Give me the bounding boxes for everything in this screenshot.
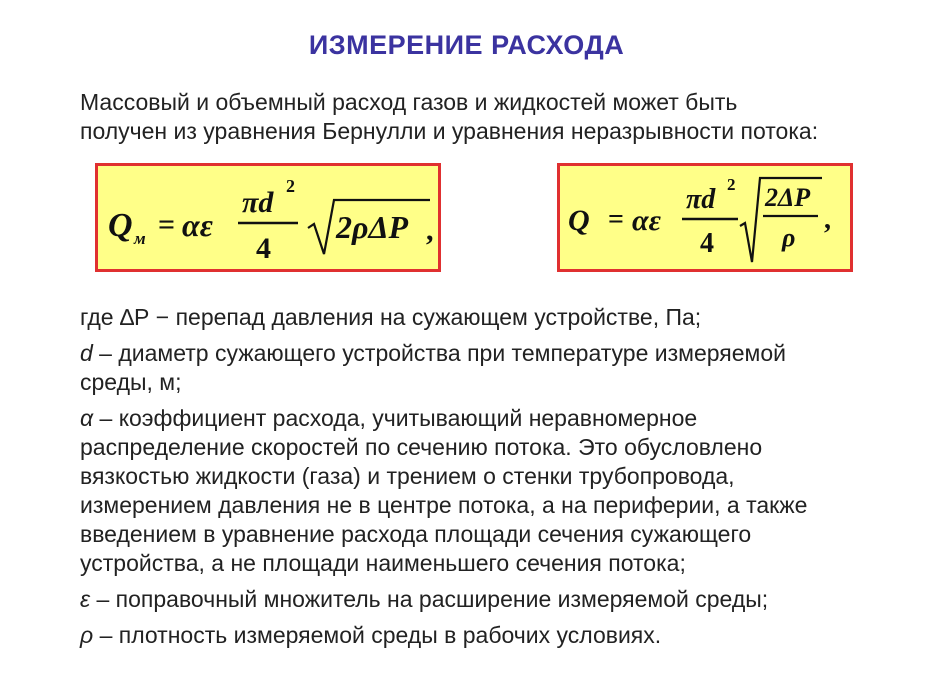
formula-denominator: 4 bbox=[700, 228, 714, 259]
intro-line: Массовый и объемный расход газов и жидкостей может быть bbox=[80, 89, 738, 115]
formula-exponent: 2 bbox=[727, 175, 736, 194]
mass-flow-formula-box bbox=[95, 163, 441, 272]
definitions-list bbox=[80, 303, 920, 657]
formula-numerator: πd bbox=[242, 186, 274, 219]
formula-coefficient: αε bbox=[182, 207, 213, 243]
definition-text: распределение скоростей по сечению потока. Это обусловлено bbox=[80, 434, 763, 460]
radicand-numerator: 2ΔP bbox=[765, 183, 811, 212]
definition-text: − перепад давления на сужающем устройстве, Па; bbox=[149, 304, 702, 330]
definition-alpha bbox=[80, 404, 920, 578]
volume-flow-formula-box bbox=[557, 163, 853, 272]
formula-denominator: 4 bbox=[256, 232, 271, 265]
page-title: ИЗМЕРЕНИЕ РАСХОДА bbox=[308, 30, 625, 60]
definition-symbol: ε bbox=[80, 586, 91, 612]
formula-comma: , bbox=[824, 204, 831, 235]
definition-symbol: α bbox=[80, 405, 94, 431]
definition-text: измерением давления не в центре потока, а на периферии, а также bbox=[80, 492, 808, 518]
definition-text: вязкостью жидкости (газа) и трением о стенки трубопровода, bbox=[80, 463, 735, 489]
formula-equals: = bbox=[608, 204, 624, 235]
formula-lhs-subscript: м bbox=[134, 229, 146, 248]
formula-comma: , bbox=[426, 214, 434, 247]
definition-text: введением в уравнение расхода площади сечения сужающего bbox=[80, 521, 752, 547]
radicand-denominator: ρ bbox=[782, 223, 796, 252]
intro-text bbox=[80, 88, 920, 146]
definition-symbol: где ∆Р bbox=[80, 304, 150, 330]
definition-text: – коэффициент расхода, учитывающий неравномерное bbox=[93, 405, 698, 431]
definition-symbol: d bbox=[80, 340, 93, 366]
definition-epsilon bbox=[80, 585, 920, 614]
formula-lhs: Q bbox=[108, 207, 133, 244]
definition-text: – плотность измеряемой среды в рабочих условиях. bbox=[93, 622, 662, 648]
definition-rho bbox=[80, 621, 920, 650]
formula-radicand: 2ρΔP bbox=[336, 209, 409, 245]
mass-flow-formula bbox=[98, 166, 438, 269]
volume-flow-formula bbox=[560, 166, 850, 269]
formula-exponent: 2 bbox=[286, 176, 295, 196]
definition-text: – диаметр сужающего устройства при температуре измеряемой bbox=[92, 340, 786, 366]
definition-text: устройства, а не площади наименьшего сечения потока; bbox=[80, 550, 686, 576]
definition-delta-p bbox=[80, 303, 920, 332]
definition-text: – поправочный множитель на расширение измеряемой среды; bbox=[90, 586, 769, 612]
definition-text: среды, м; bbox=[80, 369, 182, 395]
formula-lhs: Q bbox=[568, 204, 590, 237]
formula-numerator: πd bbox=[686, 184, 716, 215]
formula-coefficient: αε bbox=[632, 204, 661, 237]
definition-symbol: ρ bbox=[80, 622, 94, 648]
formula-equals: = bbox=[158, 208, 176, 241]
intro-line: получен из уравнения Бернулли и уравнения неразрывности потока: bbox=[80, 118, 819, 144]
definition-d bbox=[80, 339, 920, 397]
